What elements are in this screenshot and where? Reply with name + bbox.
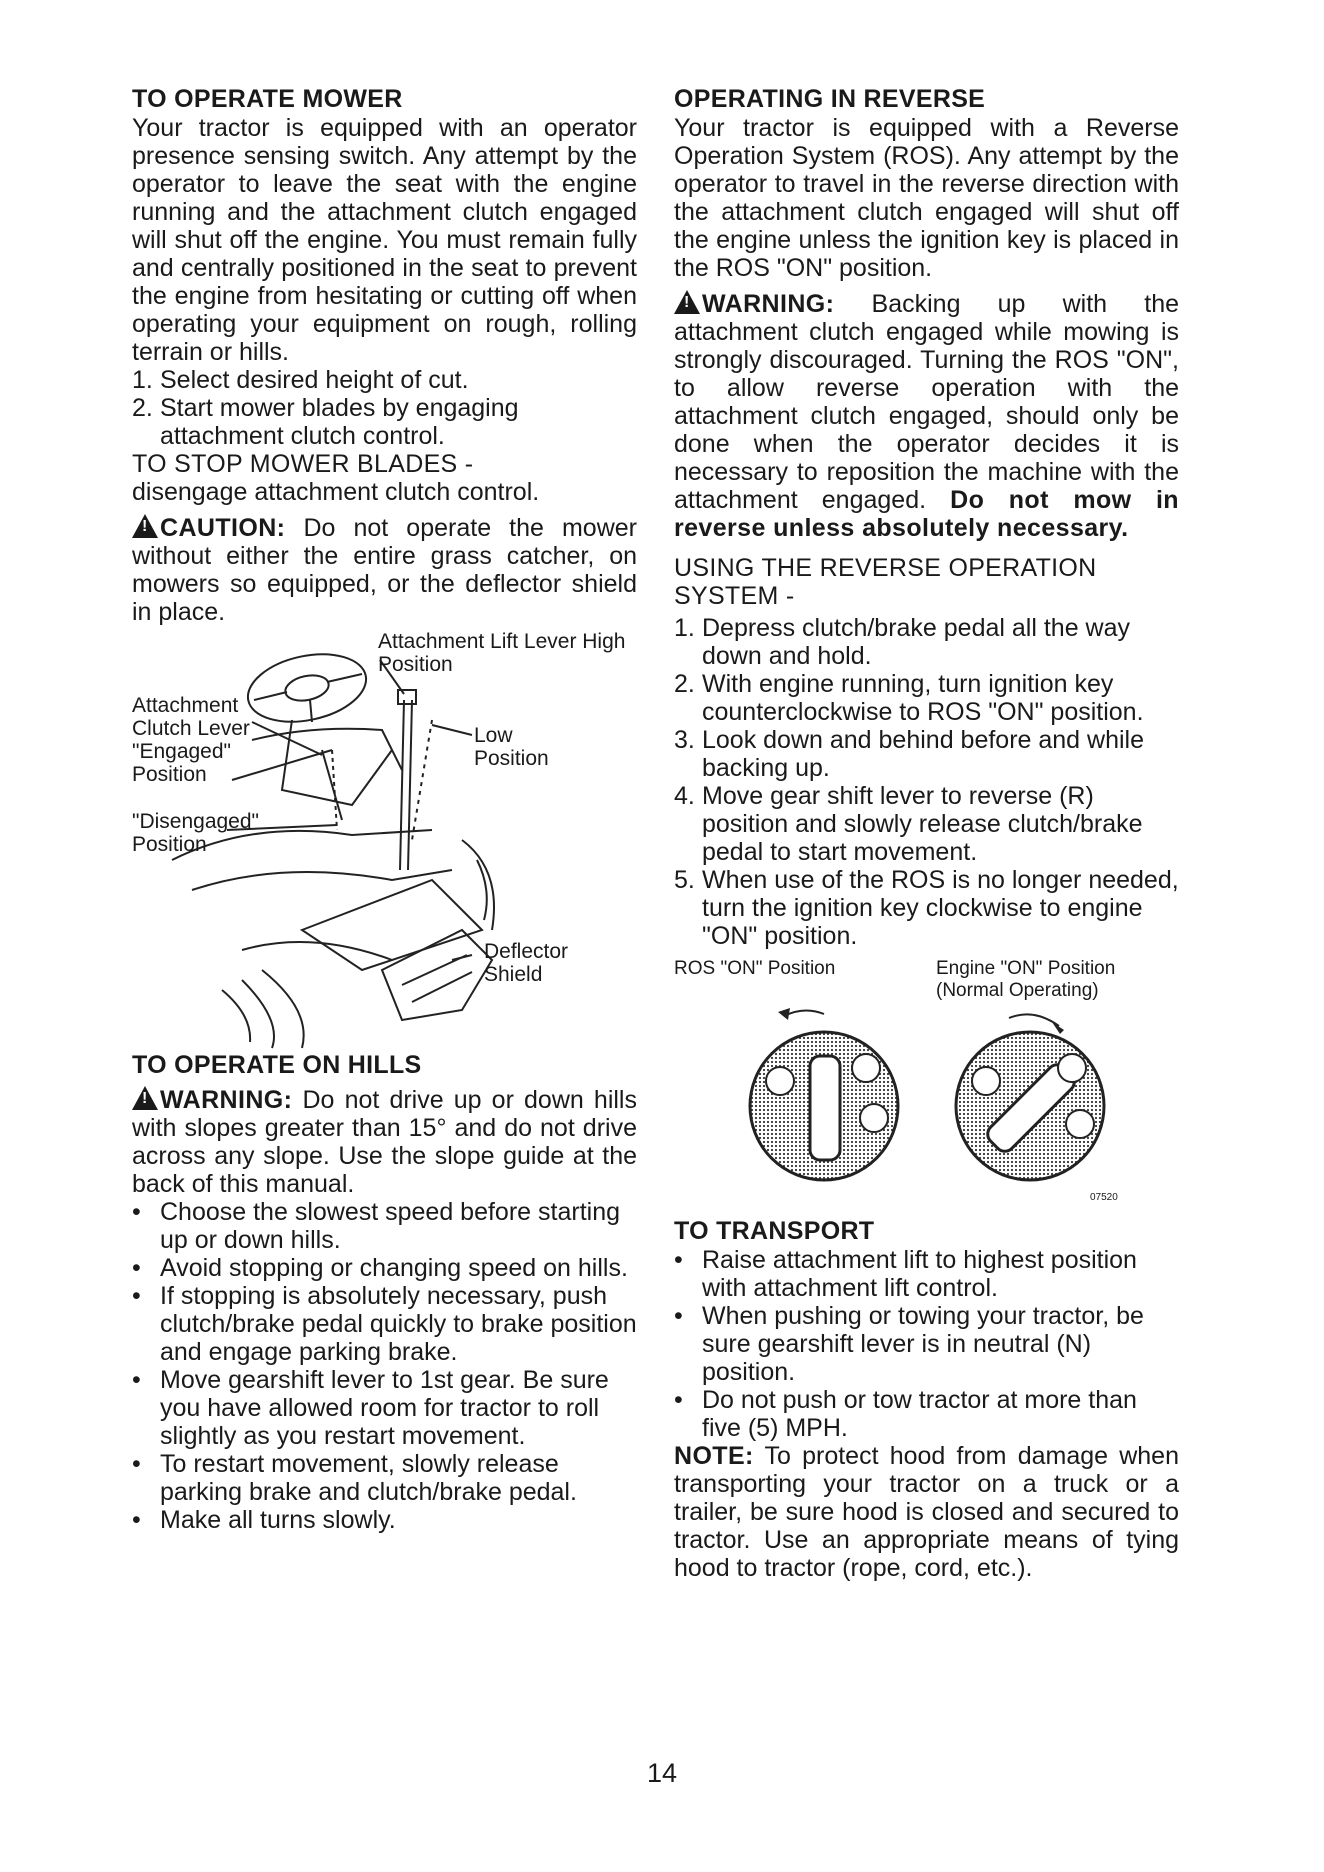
low-position-label: Low Position xyxy=(474,724,549,770)
bullet-text: Do not push or tow tractor at more than five (5) MPH. xyxy=(702,1386,1137,1442)
bullet-text: Move gearshift lever to 1st gear. Be sure you have allowed room for tractor to roll slightly as you restart movement. xyxy=(160,1366,609,1450)
mower-step-2 xyxy=(132,394,637,450)
step-text: With engine running, turn ignition key counterclockwise to ROS "ON" position. xyxy=(702,670,1144,726)
deflector-shield-label: Deflector Shield xyxy=(484,940,569,986)
warning-text: Do not drive up or down hills with slopes greater than 15° and do not drive across any slope. Use the slope guide at the back of this manual. xyxy=(132,1086,637,1198)
transport-bullet-1 xyxy=(674,1246,1179,1302)
transport-bullet-3 xyxy=(674,1386,1179,1442)
bullet-icon: • xyxy=(132,1506,141,1534)
mower-step-1 xyxy=(132,366,637,394)
step-text: Start mower blades by engaging attachment clutch control. xyxy=(160,394,519,450)
key-engine-sublabel: (Normal Operating) xyxy=(936,980,1099,1001)
hills-bullet-1 xyxy=(132,1198,637,1254)
warning-triangle-icon xyxy=(132,1086,158,1110)
bullet-icon: • xyxy=(674,1386,683,1414)
warning-label: WARNING: xyxy=(702,290,835,318)
ros-step-1 xyxy=(674,614,1179,670)
step-text: When use of the ROS is no longer needed, turn the ignition key clockwise to engine "ON" position. xyxy=(702,866,1179,950)
disengaged-position-label: "Disengaged" Position xyxy=(132,810,259,856)
stop-blades-text: disengage attachment clutch control. xyxy=(132,478,540,506)
hills-warning-block xyxy=(132,1086,637,1198)
lift-high-label: Attachment Lift Lever High Position xyxy=(378,630,626,676)
caution-label: CAUTION: xyxy=(160,514,286,542)
figure-code: 07520 xyxy=(1090,1192,1118,1203)
ros-step-5 xyxy=(674,866,1179,950)
bullet-text: Raise attachment lift to highest position with attachment lift control. xyxy=(702,1246,1137,1302)
clutch-lever-label: Attachment Clutch Lever xyxy=(132,694,250,740)
step-text: Look down and behind before and while backing up. xyxy=(702,726,1145,782)
ignition-key-figure xyxy=(674,956,1179,1216)
key-engine-label: Engine "ON" Position xyxy=(936,958,1116,979)
key-ros-label: ROS "ON" Position xyxy=(674,958,836,979)
right-column xyxy=(674,84,1179,1582)
bullet-icon: • xyxy=(132,1254,141,1282)
operate-mower-paragraph: Your tractor is equipped with an operator presence sensing switch. Any attempt by the operator to leave the seat with the engine running and the attachment clutch engaged will shut off the engine. You must remain fully and centrally positioned in the seat to prevent the engine from hesitating or cutting off when operating your equipment on rough, rolling terrain or hills. xyxy=(132,114,637,366)
bullet-text: If stopping is absolutely necessary, push clutch/brake pedal quickly to brake position and engage parking brake. xyxy=(160,1282,637,1366)
warning-label: WARNING: xyxy=(160,1086,293,1114)
ignition-switch-icon xyxy=(674,956,1179,1216)
step-text: Move gear shift lever to reverse (R) position and slowly release clutch/brake pedal to start movement. xyxy=(702,782,1143,866)
bullet-text: To restart movement, slowly release parking brake and clutch/brake pedal. xyxy=(160,1450,577,1506)
caution-text: Do not operate the mower without either the entire grass catcher, on mowers so equipped, or the deflector shield in place. xyxy=(132,514,637,626)
warning-triangle-icon xyxy=(674,290,700,314)
reverse-heading: OPERATING IN REVERSE xyxy=(674,85,986,113)
bullet-icon: • xyxy=(132,1366,141,1394)
bullet-text: Choose the slowest speed before starting up or down hills. xyxy=(160,1198,620,1254)
bullet-text: Avoid stopping or changing speed on hills. xyxy=(160,1254,628,1282)
warning-triangle-icon xyxy=(132,514,158,538)
stop-blades-heading: TO STOP MOWER BLADES - xyxy=(132,450,474,478)
hills-bullet-6 xyxy=(132,1506,637,1534)
step-text: Select desired height of cut. xyxy=(160,366,469,394)
bullet-icon: • xyxy=(674,1246,683,1274)
hills-bullet-2 xyxy=(132,1254,637,1282)
step-number: 5. xyxy=(674,866,695,894)
bullet-text: Make all turns slowly. xyxy=(160,1506,396,1534)
step-number: 1. xyxy=(674,614,695,642)
bullet-icon: • xyxy=(132,1282,141,1310)
transport-note xyxy=(674,1442,1179,1582)
mower-diagram xyxy=(132,630,637,1050)
bullet-text: When pushing or towing your tractor, be sure gearshift lever is in neutral (N) position. xyxy=(702,1302,1144,1386)
hills-bullet-5 xyxy=(132,1450,637,1506)
warning-bold-text: Do not mow in reverse unless absolutely necessary. xyxy=(674,486,1179,542)
note-text: To protect hood from damage when transporting your tractor on a truck or a trailer, be sure hood is closed and secured to tractor. Use an appropriate means of tying hood to tractor (rope, cord, etc.). xyxy=(674,1442,1179,1582)
reverse-paragraph: Your tractor is equipped with a Reverse Operation System (ROS). Any attempt by the operator to travel in the reverse direction with the attachment clutch engaged will shut off the engine unless the ignition key is placed in the ROS "ON" position. xyxy=(674,114,1179,282)
ros-step-3 xyxy=(674,726,1179,782)
transport-heading: TO TRANSPORT xyxy=(674,1217,875,1245)
left-column xyxy=(132,84,637,1534)
note-label: NOTE: xyxy=(674,1442,754,1470)
reverse-warning-block xyxy=(674,290,1179,542)
step-number: 4. xyxy=(674,782,695,810)
transport-bullet-2 xyxy=(674,1302,1179,1386)
ros-heading: USING THE REVERSE OPERATION SYSTEM - xyxy=(674,554,1097,610)
bullet-icon: • xyxy=(132,1198,141,1226)
hills-bullet-3 xyxy=(132,1282,637,1366)
step-number: 2. xyxy=(132,394,153,422)
step-text: Depress clutch/brake pedal all the way down and hold. xyxy=(702,614,1131,670)
page-number: 14 xyxy=(646,1758,678,1788)
step-number: 2. xyxy=(674,670,695,698)
ros-step-2 xyxy=(674,670,1179,726)
warning-text: Backing up with the attachment clutch engaged while mowing is strongly discouraged. Turning the ROS "ON", to allow reverse operation with the attachment clutch engaged, should only be done when the operator decides it is necessary to reposition the machine with the attachment engaged. xyxy=(674,290,1179,514)
bullet-icon: • xyxy=(674,1302,683,1330)
bullet-icon: • xyxy=(132,1450,141,1478)
step-number: 1. xyxy=(132,366,153,394)
ros-step-4 xyxy=(674,782,1179,866)
engaged-position-label: "Engaged" Position xyxy=(132,740,231,786)
operate-mower-heading: TO OPERATE MOWER xyxy=(132,85,403,113)
caution-block xyxy=(132,514,637,626)
hills-bullet-4 xyxy=(132,1366,637,1450)
hills-heading: TO OPERATE ON HILLS xyxy=(132,1051,422,1079)
step-number: 3. xyxy=(674,726,695,754)
